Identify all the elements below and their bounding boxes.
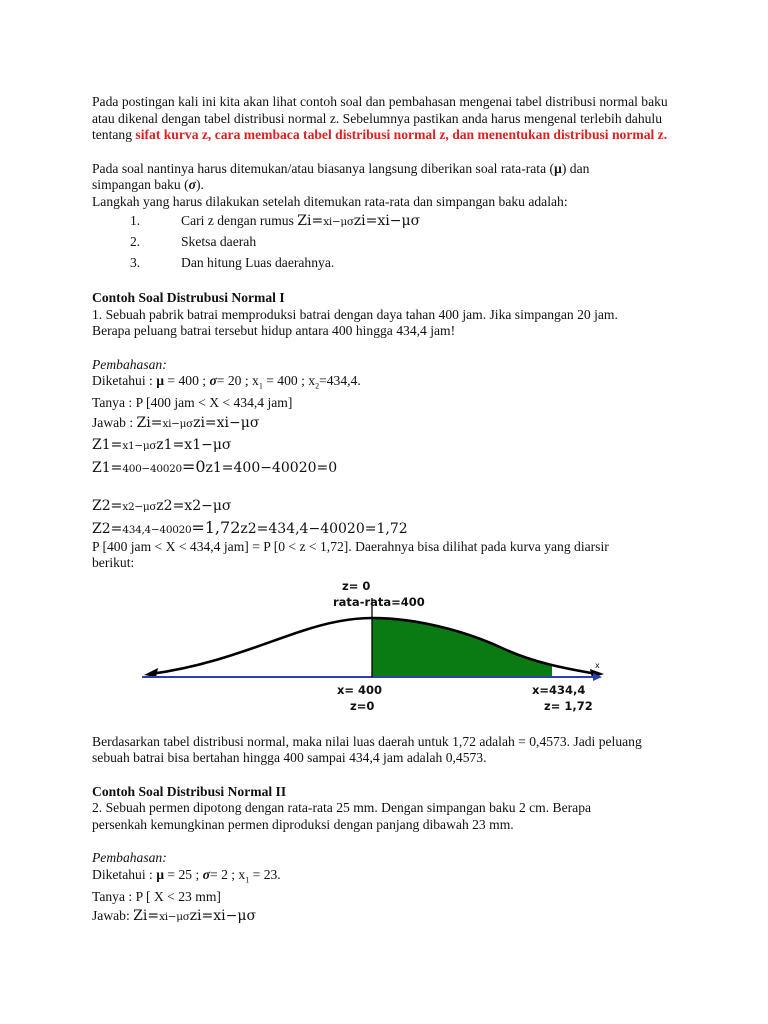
para2-text-b: ) dan [561, 160, 590, 176]
soal1-question-line2: Berapa peluang batrai tersebut hidup antara 400 hingga 434,4 jam! [92, 323, 456, 338]
step-number: 1. [130, 213, 141, 228]
formula-part: x1−μσ [122, 439, 157, 452]
z1-result-line [92, 456, 692, 478]
jawab-label: Jawab: [92, 908, 134, 924]
formula-part: Zi= [133, 908, 160, 925]
z-formula [133, 908, 256, 924]
tanya-line: Tanya : P [400 jam < X < 434,4 jam] [92, 395, 293, 411]
step-label: Cari z dengan rumus [181, 213, 298, 228]
formula-part: Z2= [92, 497, 123, 514]
formula-part: =1,72 [191, 517, 241, 537]
formula-part: xi−μσ [159, 911, 190, 924]
label-x400: x= 400 [337, 682, 383, 697]
section-title-soal2: Contoh Soal Distribusi Normal II [92, 783, 287, 799]
formula-part: z2=x2−μσ [156, 497, 232, 514]
label-z0-top: z= 0 [342, 578, 371, 593]
label-z0-bottom: z=0 [350, 698, 375, 713]
formula-part: 400−40020 [122, 462, 182, 475]
sigma-symbol: σ [202, 866, 210, 882]
formula-part: z1=x1−μσ [156, 436, 232, 453]
text: = 400 ; x [262, 373, 316, 388]
mean-sd-paragraph [92, 161, 692, 194]
formula-part: Z1= [92, 459, 123, 476]
formula-part: xi−μσ [323, 216, 354, 228]
intro-paragraph [92, 94, 692, 144]
formula-part: =0 [181, 456, 206, 476]
text: = 400 ; [164, 373, 210, 388]
label-z172: z= 1,72 [544, 698, 593, 713]
text: Diketahui : [92, 373, 157, 388]
label-axis-x: x [595, 660, 600, 670]
formula-part: 434,4−40020 [122, 523, 192, 536]
section-title-soal1: Contoh Soal Distrubusi Normal I [92, 290, 285, 305]
list-item [92, 231, 692, 252]
soal1-question-line1: 1. Sebuah pabrik batrai memproduksi batrai dengan daya tahan 400 jam. Jika simpangan 20 jam. [92, 306, 618, 322]
formula-part: zi=xi−μσ [193, 414, 260, 431]
peluang-line1: P [400 jam < X < 434,4 jam] = P [0 < z < 1,72]. Daerahnya bisa dilihat pada kurva yang diarsir [92, 538, 609, 554]
formula-part: z1=400−40020=0 [205, 459, 338, 476]
peluang-line2: berikut: [92, 555, 135, 571]
formula-part: Z2= [92, 520, 123, 537]
formula-part: z2=434,4−40020=1,72 [240, 520, 408, 537]
pembahasan-label: Pembahasan: [92, 850, 167, 866]
diketahui-line [92, 867, 692, 889]
text: = 20 ; x [216, 373, 259, 388]
text: Diketahui : [92, 866, 157, 882]
jawab-label: Jawab : [92, 414, 137, 430]
mu-symbol: µ [156, 373, 165, 388]
list-item [92, 252, 692, 273]
intro-link-highlight[interactable]: sifat kurva z, cara membaca tabel distribusi normal z, dan menentukan distribusi normal z. [135, 127, 668, 142]
step-number: 2. [130, 234, 141, 249]
z2-formula-line [92, 495, 692, 517]
pembahasan-label: Pembahasan: [92, 356, 167, 372]
kesimpulan-line1: Berdasarkan tabel distribusi normal, maka nilai luas daerah untuk 1,72 adalah = 0,4573. Jadi peluang [92, 733, 642, 749]
soal2-question-line2: persenkah kemungkinan permen diproduksi dengan panjang dibawah 23 mm. [92, 816, 514, 832]
z-formula [297, 213, 420, 229]
text: =434,4. [319, 373, 361, 388]
subscript: 1 [258, 381, 263, 391]
formula-part: zi=xi−μσ [353, 213, 421, 229]
z-formula [137, 415, 260, 431]
formula-part: Z1= [92, 436, 123, 453]
soal2-question-line1: 2. Sebuah permen dipotong dengan rata-rata 25 mm. Dengan simpangan baku 2 cm. Berapa [92, 800, 592, 816]
text: = 23. [249, 866, 281, 882]
label-rata-rata: rata-rata=400 [333, 594, 425, 609]
formula-part: zi=xi−μσ [189, 908, 257, 925]
intro-text: Pada postingan kali ini kita akan lihat contoh soal dan pembahasan mengenai tabel distribusi normal baku atau dikenal dengan tabel distribusi normal z. Sebelumnya pastikan anda harus mengenal terlebih dahulu tentang [92, 94, 668, 142]
subscript: 2 [315, 381, 320, 391]
label-x434: x=434,4 [532, 682, 586, 697]
sigma-symbol: σ [209, 373, 217, 388]
tanya-line: Tanya : P [ X < 23 mm] [92, 888, 221, 904]
para2-text-c: simpangan baku ( [92, 177, 189, 192]
mu-symbol: µ [554, 160, 562, 176]
article-body [92, 94, 692, 927]
formula-part: x2−μσ [122, 500, 157, 513]
diketahui-line [92, 373, 692, 395]
step-text: Sketsa daerah [181, 234, 257, 249]
curve-left-arrow-head [144, 668, 158, 677]
shaded-area [372, 618, 552, 677]
formula-part: xi−μσ [162, 417, 194, 430]
steps-intro: Langkah yang harus dilakukan setelah ditemukan rata-rata dan simpangan baku adalah: [92, 193, 568, 209]
jawab-line [92, 412, 692, 434]
formula-part: Zi= [136, 414, 163, 431]
z1-formula-line [92, 434, 692, 456]
text: = 2 ; x [210, 866, 246, 882]
kesimpulan-line2: sebuah batrai bisa bertahan hingga 400 sampai 434,4 jam adalah 0,4573. [92, 750, 487, 766]
list-item [92, 210, 692, 231]
para2-text-a: Pada soal nantinya harus ditemukan/atau biasanya langsung diberikan soal rata-rata ( [92, 160, 555, 176]
normal-curve-figure [92, 576, 692, 728]
subscript: 1 [245, 875, 250, 885]
jawab-line [92, 905, 692, 927]
mu-symbol: µ [156, 866, 165, 882]
step-text: Dan hitung Luas daerahnya. [181, 255, 335, 270]
step-number: 3. [130, 255, 141, 270]
text: = 25 ; [164, 866, 203, 882]
sigma-symbol: σ [188, 177, 196, 192]
steps-list [92, 210, 692, 273]
formula-part: Zi= [297, 213, 324, 229]
step-text [181, 210, 420, 231]
para2-text-d: ). [195, 177, 204, 192]
z2-result-line [92, 517, 692, 539]
